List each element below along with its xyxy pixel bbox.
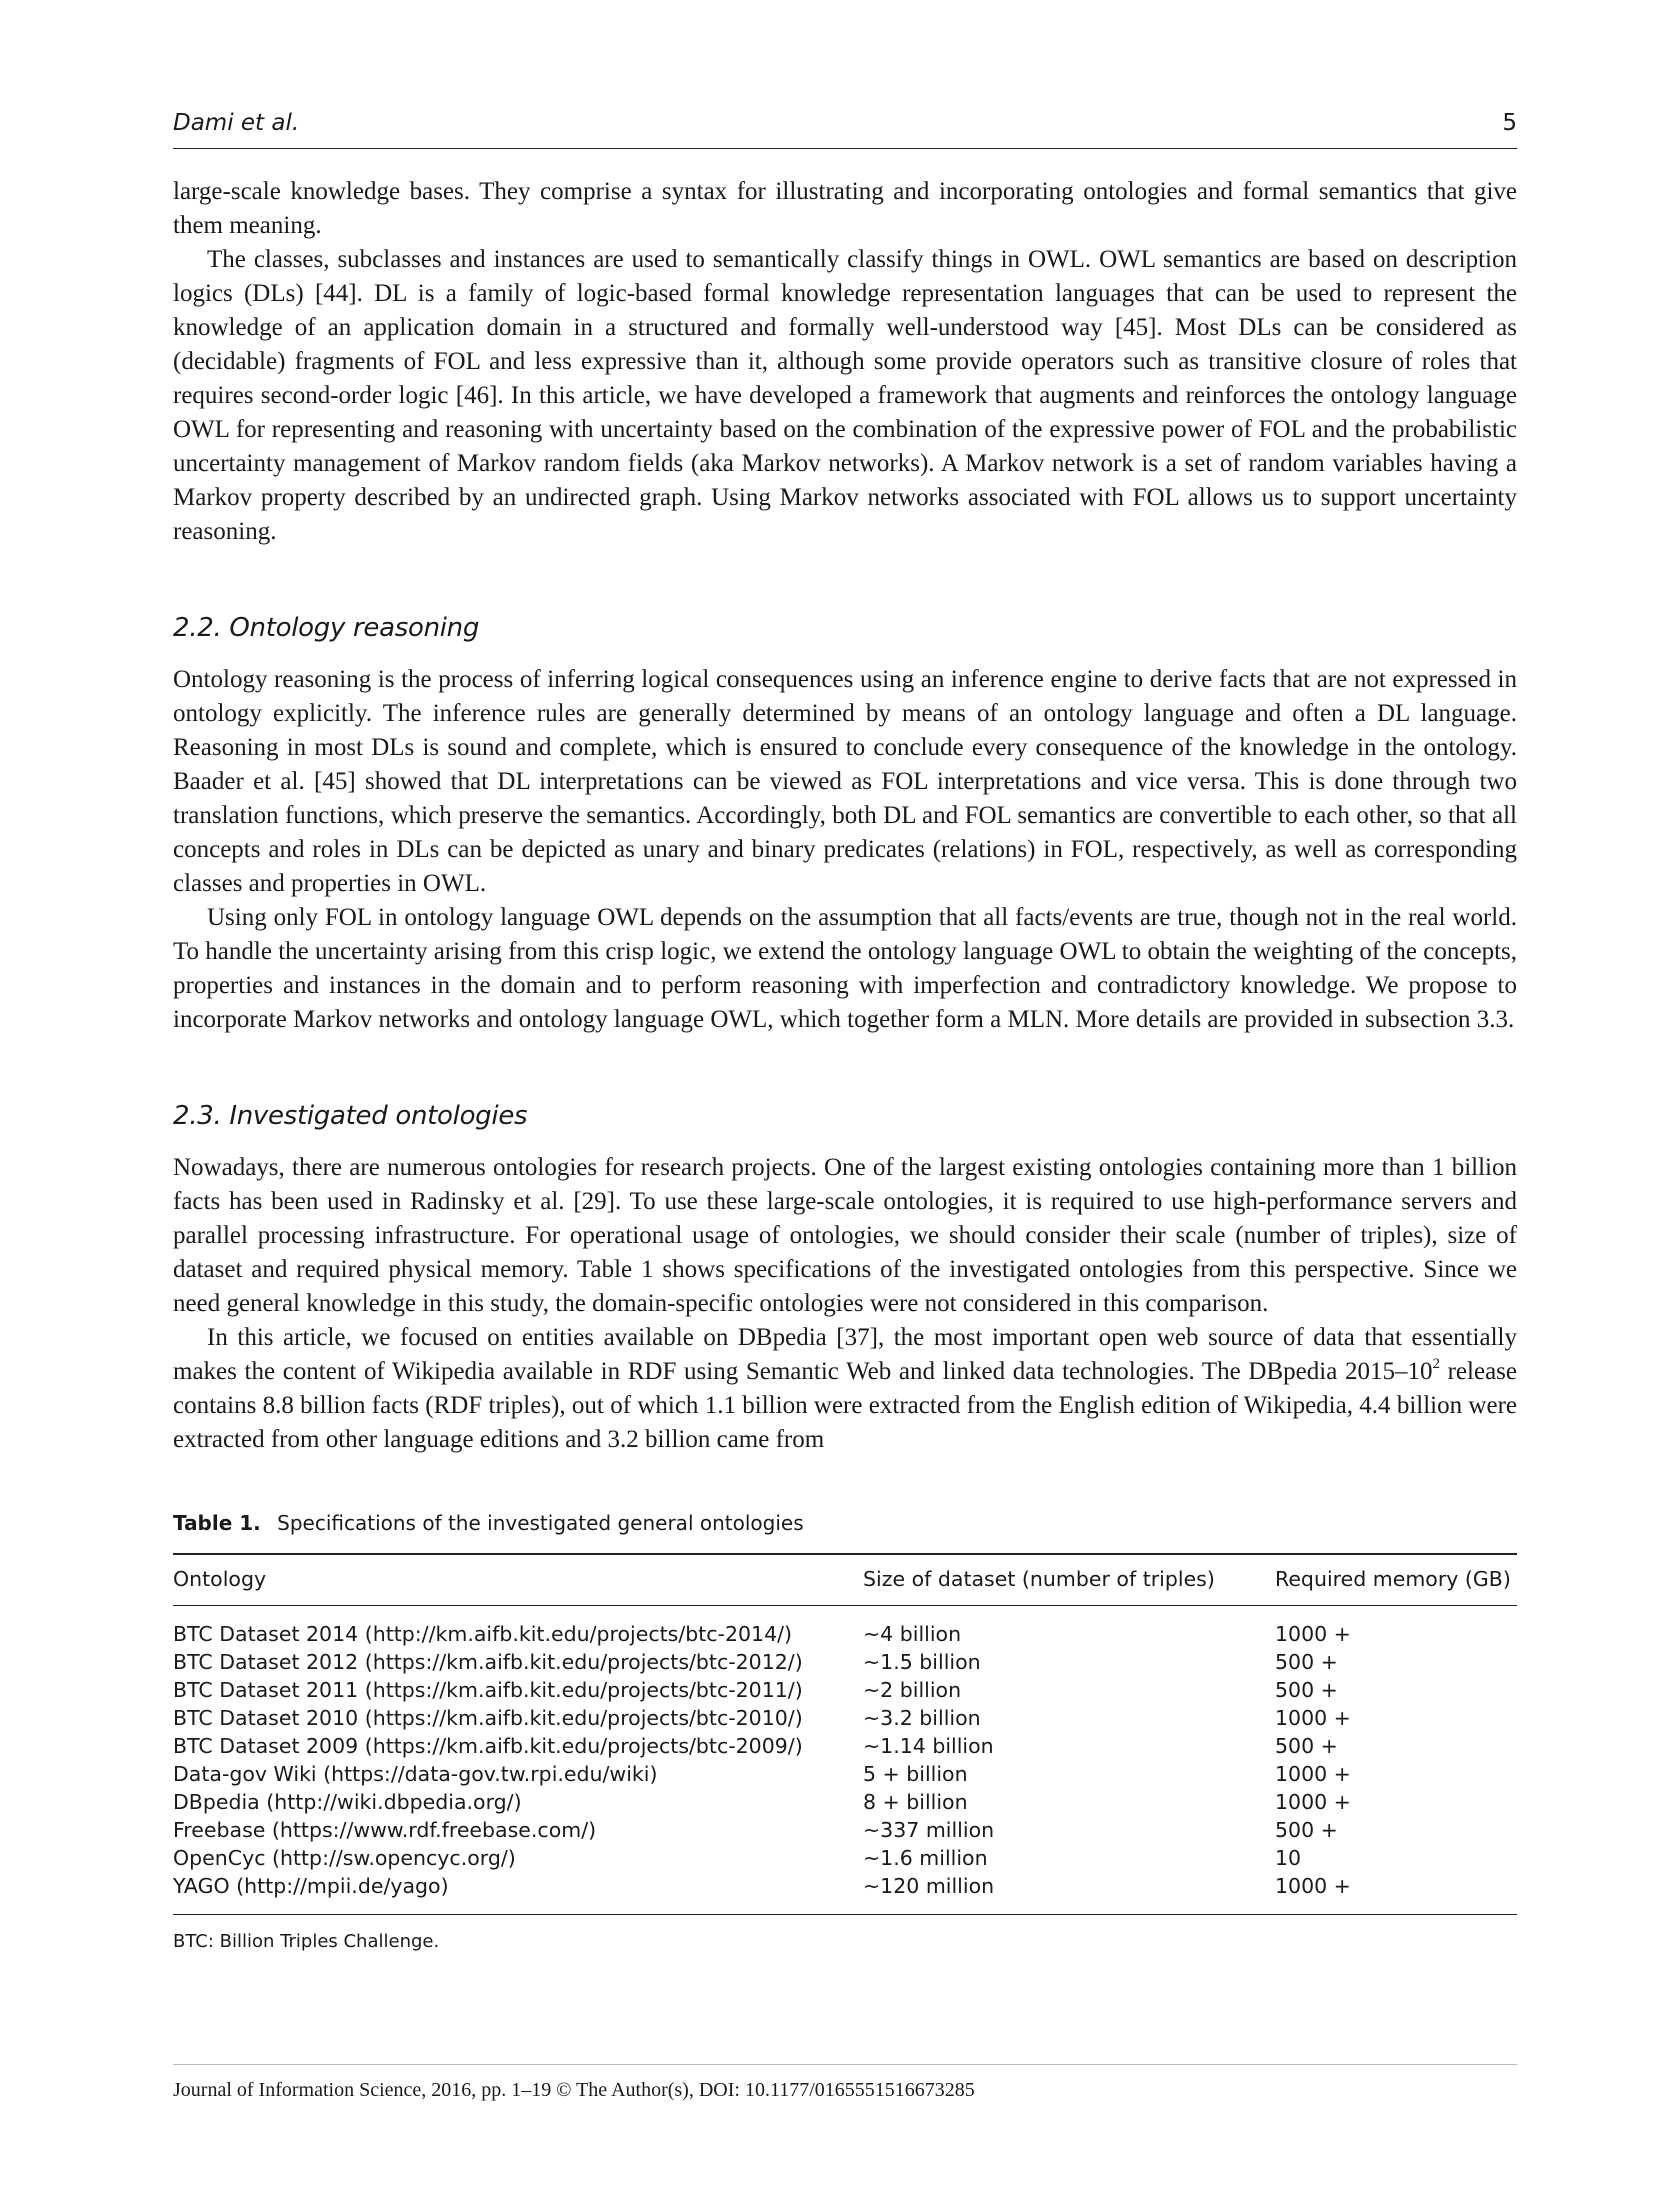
intro-paragraph-2: The classes, subclasses and instances are used to semantically classify things in OWL. OWL semantics are based on description logics (DLs) [44]. DL is a family of logic-based formal knowledge representation languages that can be used to represent the knowledge of an application domain in a structured and formally well-understood way [45]. Most DLs can be considered as (decidable) fragments of FOL and less expressive than it, although some provide operators such as transitive closure of roles that requires second-order logic [46]. In this article, we have developed a framework that augments and reinforces the ontology language OWL for representing and reasoning with uncertainty based on the combination of the expressive power of FOL and the probabilistic uncertainty management of Markov random fields (aka Markov networks). A Markov network is a set of random variables having a Markov property described by an undirected graph. Using Markov networks associated with FOL allows us to support uncertainty reasoning.: [173, 246, 1517, 545]
cell-ontology: DBpedia (http://wiki.dbpedia.org/): [173, 1790, 522, 1814]
cell-memory: 10: [1275, 1846, 1302, 1870]
cell-size: 5 + billion: [863, 1762, 968, 1786]
cell-ontology: YAGO (http://mpii.de/yago): [173, 1872, 863, 1915]
cell-memory: 1000 +: [1275, 1872, 1517, 1915]
cell-size: ~1.5 billion: [863, 1650, 981, 1674]
section-heading-investigated-ontologies: 2.3. Investigated ontologies: [173, 1101, 528, 1131]
column-header-size: Size of dataset (number of triples): [863, 1554, 1275, 1606]
paragraph-text: release contains 8.8 billion facts (RDF triples), out of which 1.1 billion were extracted from the English edition of Wikipedia, 4.4 billion were extracted from other language editions and 3.2 billion came from: [173, 1358, 1517, 1453]
table-row: [173, 1872, 1517, 1915]
table-caption-text: Specifications of the investigated general ontologies: [277, 1511, 804, 1535]
cell-ontology: BTC Dataset 2012 (https://km.aifb.kit.edu/projects/btc-2012/): [173, 1650, 803, 1674]
footnote-marker: 2: [1432, 1355, 1440, 1372]
cell-ontology: BTC Dataset 2011 (https://km.aifb.kit.edu/projects/btc-2011/): [173, 1678, 803, 1702]
column-header-memory: Required memory (GB): [1275, 1554, 1517, 1606]
cell-memory: 500 +: [1275, 1650, 1338, 1674]
running-header: [173, 110, 1517, 149]
cell-ontology: Freebase (https://www.rdf.freebase.com/): [173, 1818, 597, 1842]
cell-size: ~3.2 billion: [863, 1706, 981, 1730]
section-heading-ontology-reasoning: 2.2. Ontology reasoning: [173, 613, 480, 643]
cell-memory: 500 +: [1275, 1818, 1338, 1842]
cell-memory: 1000 +: [1275, 1622, 1351, 1646]
cell-memory: 500 +: [1275, 1734, 1338, 1758]
paragraph-text: In this article, we focused on entities available on DBpedia [37], the most important open web source of data that essentially makes the content of Wikipedia available in RDF using Semantic Web and linked data technologies. The DBpedia 2015–10: [173, 1324, 1517, 1385]
table-caption-label: Table 1.: [173, 1511, 261, 1535]
cell-size: ~120 million: [863, 1872, 1275, 1915]
investigated-ontologies-paragraph-1: Nowadays, there are numerous ontologies for research projects. One of the largest existing ontologies containing more than 1 billion facts has been used in Radinsky et al. [29]. To use these large-scale ontologies, it is required to use high-performance servers and parallel processing infrastructure. For operational usage of ontologies, we should consider their scale (number of triples), size of dataset and required physical memory. Table 1 shows specifications of the investigated ontologies from this perspective. Since we need general knowledge in this study, the domain-specific ontologies were not considered in this comparison.: [173, 1154, 1517, 1317]
cell-memory: 500 +: [1275, 1678, 1338, 1702]
table-row: [173, 1648, 1517, 1676]
cell-size: ~4 billion: [863, 1622, 962, 1646]
ontology-reasoning-paragraph-2: Using only FOL in ontology language OWL depends on the assumption that all facts/events are true, though not in the real world. To handle the uncertainty arising from this crisp logic, we extend the ontology language OWL to obtain the weighting of the concepts, properties and instances in the domain and to perform reasoning with imperfection and contradictory knowledge. We propose to incorporate Markov networks and ontology language OWL, which together form a MLN. More details are provided in subsection 3.3.: [173, 904, 1517, 1033]
cell-memory: 1000 +: [1275, 1706, 1351, 1730]
cell-size: ~1.14 billion: [863, 1734, 994, 1758]
cell-size: 8 + billion: [863, 1790, 968, 1814]
table-header-row: [173, 1554, 1517, 1606]
table-row: [173, 1760, 1517, 1788]
cell-size: ~2 billion: [863, 1678, 962, 1702]
intro-paragraph-1: large-scale knowledge bases. They comprise a syntax for illustrating and incorporating ontologies and formal semantics that give them meaning.: [173, 178, 1517, 239]
cell-ontology: OpenCyc (http://sw.opencyc.org/): [173, 1846, 516, 1870]
investigated-ontologies-paragraph-2: [173, 1321, 1517, 1457]
table-row: [173, 1788, 1517, 1816]
ontology-reasoning-paragraph-1: Ontology reasoning is the process of inferring logical consequences using an inference engine to derive facts that are not expressed in ontology explicitly. The inference rules are generally determined by means of an ontology language and often a DL language. Reasoning in most DLs is sound and complete, which is ensured to conclude every consequence of the knowledge in the ontology. Baader et al. [45] showed that DL interpretations can be viewed as FOL interpretations and vice versa. This is done through two translation functions, which preserve the semantics. Accordingly, both DL and FOL semantics are convertible to each other, so that all concepts and roles in DLs can be depicted as unary and binary predicates (relations) in FOL, respectively, as well as corresponding classes and properties in OWL.: [173, 666, 1517, 897]
cell-size: ~337 million: [863, 1818, 995, 1842]
table-row: [173, 1816, 1517, 1844]
table-caption: [173, 1511, 1517, 1535]
cell-ontology: BTC Dataset 2009 (https://km.aifb.kit.edu/projects/btc-2009/): [173, 1734, 803, 1758]
table-footnote: BTC: Billion Triples Challenge.: [173, 1931, 440, 1952]
cell-ontology: BTC Dataset 2014 (http://km.aifb.kit.edu/projects/btc-2014/): [173, 1622, 793, 1646]
table-row: [173, 1606, 1517, 1649]
table-row: [173, 1732, 1517, 1760]
journal-footer: Journal of Information Science, 2016, pp. 1–19 © The Author(s), DOI: 10.1177/0165551516673285: [173, 2064, 1517, 2102]
cell-memory: 1000 +: [1275, 1790, 1351, 1814]
table-row: [173, 1844, 1517, 1872]
cell-memory: 1000 +: [1275, 1762, 1351, 1786]
page-number: 5: [1502, 110, 1517, 136]
column-header-ontology: Ontology: [173, 1554, 863, 1606]
table-row: [173, 1704, 1517, 1732]
ontologies-table: [173, 1553, 1517, 1915]
page: [173, 110, 1517, 1952]
cell-ontology: BTC Dataset 2010 (https://km.aifb.kit.edu/projects/btc-2010/): [173, 1706, 803, 1730]
cell-ontology: Data-gov Wiki (https://data-gov.tw.rpi.edu/wiki): [173, 1762, 658, 1786]
cell-size: ~1.6 million: [863, 1846, 988, 1870]
running-header-authors: Dami et al.: [173, 110, 300, 136]
table-row: [173, 1676, 1517, 1704]
